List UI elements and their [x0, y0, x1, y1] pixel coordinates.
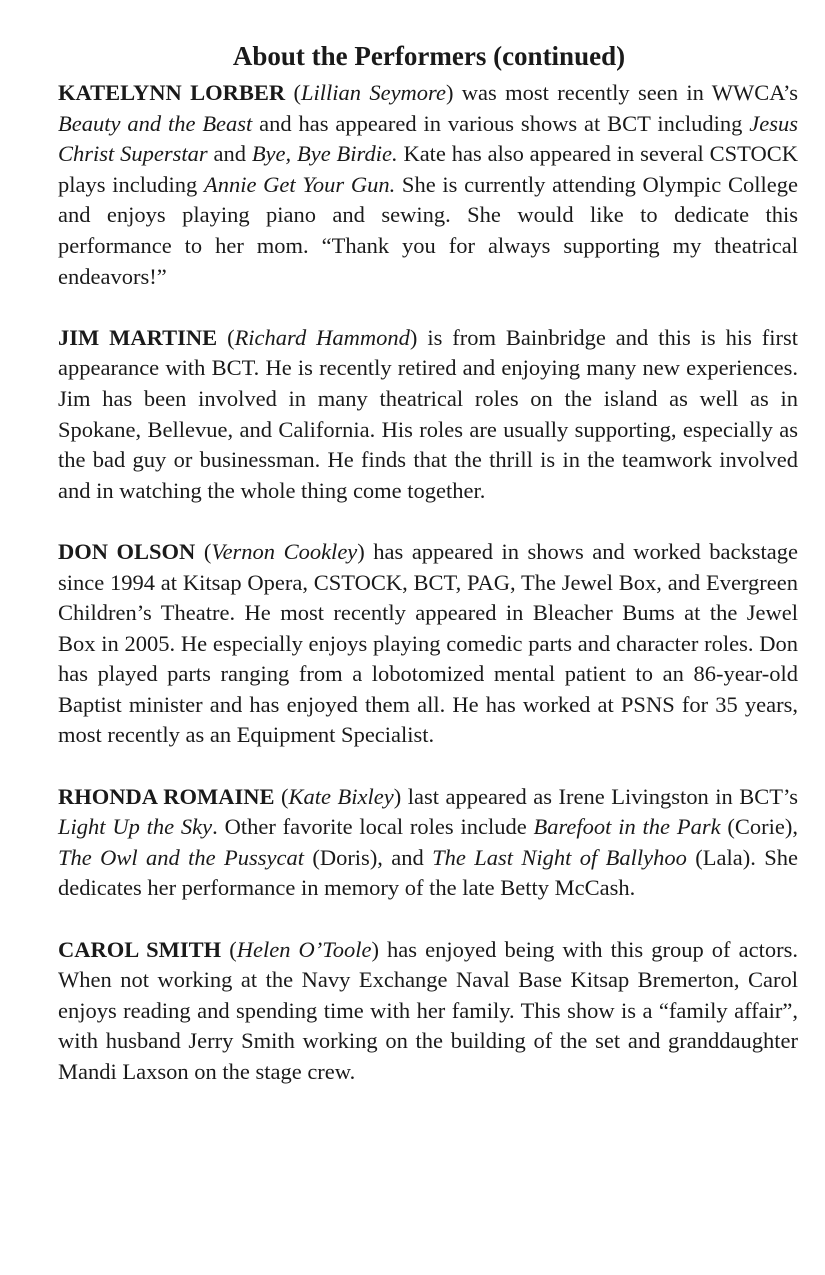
role-close-paren: ): [357, 538, 365, 564]
character-name: Richard Hammond: [234, 324, 410, 350]
bio-text-run: last appeared as Irene Livingston in BCT’s: [401, 783, 799, 809]
bio-text-run: has enjoyed being with this group of actors. When not working at the Navy Exchange Naval Base Kitsap Bremerton, Carol enjoys reading and spending time with her family. This show is a “family affair”, with husband Jerry Smith working on the building of the set and granddaughter Mandi Laxson on the stage crew.: [58, 936, 798, 1084]
performer-name: CAROL SMITH: [58, 936, 222, 962]
bio-text: [58, 80, 798, 289]
role-open-paren: (: [229, 936, 237, 962]
bio-text-run: has appeared in shows and worked backstage since 1994 at Kitsap Opera, CSTOCK, BCT, PAG, The Jewel Box, and Evergreen Children’s Theatre. He most recently appeared in Bleacher Bums at the Jewel Box in 2005. He especially enjoys playing comedic parts and character roles. Don has played parts ranging from a lobotomized mental patient to an 86-year-old Baptist minister and has enjoyed them all. He has worked at PSNS for 35 years, most recently as an Equipment Specialist.: [58, 538, 798, 748]
character-name: Lillian Seymore: [300, 80, 446, 105]
role-open-paren: (: [293, 80, 301, 105]
bio-text-run: Kate has also appeared in several CSTOCK plays including: [58, 141, 798, 197]
show-title: Barefoot in the Park: [533, 814, 721, 840]
show-title: The Last Night of Ballyhoo: [432, 844, 687, 870]
role-close-paren: ): [445, 80, 454, 105]
character-name: Vernon Cookley: [211, 538, 358, 564]
bio-text: [58, 325, 798, 503]
performer-bio-rhonda-romaine: [58, 782, 798, 904]
page-title: About the Performers (continued): [232, 41, 626, 71]
performer-bio-carol-smith: [58, 935, 798, 1088]
program-page: [58, 38, 798, 1088]
role-open-paren: (: [281, 783, 289, 809]
bio-text-run: (Corie),: [720, 814, 798, 840]
role-open-paren: (: [227, 324, 235, 350]
character-name: Helen O’Toole: [236, 936, 372, 962]
performer-name: KATELYNN LORBER: [58, 80, 286, 105]
role-close-paren: ): [409, 324, 418, 350]
bio-text-run: and: [207, 141, 252, 167]
show-title: Annie Get Your Gun.: [203, 171, 396, 197]
role-open-paren: (: [203, 538, 212, 564]
role-close-paren: ): [393, 783, 402, 809]
show-title: Jesus Christ Superstar: [58, 110, 798, 167]
performer-bio-jim-martine: [58, 323, 798, 507]
performer-name: DON OLSON: [58, 538, 196, 564]
bio-text-run: . Other favorite local roles include: [212, 814, 534, 840]
show-title: Bye, Bye Birdie.: [251, 141, 398, 167]
bio-text-run: was most recently seen in WWCA’s: [453, 80, 798, 105]
performer-name: JIM MARTINE: [58, 324, 218, 350]
performer-bio-don-olson: [58, 537, 798, 751]
bio-text: [58, 539, 798, 748]
bio-text-run: and has appeared in various shows at BCT including: [252, 110, 750, 136]
performer-name: RHONDA ROMAINE: [58, 783, 275, 809]
character-name: Kate Bixley: [288, 783, 394, 809]
bio-text-run: She is currently attending Olympic College and enjoys playing piano and sewing. She would like to dedicate this performance to her mom. “Thank you for always supporting my theatrical endeavors!”: [58, 171, 799, 289]
show-title: Light Up the Sky: [58, 814, 213, 840]
performer-bio-katelynn-lorber: [58, 78, 798, 292]
show-title: Beauty and the Beast: [58, 110, 253, 136]
bio-text-run: (Lala). She dedicates her performance in memory of the late Betty McCash.: [58, 844, 798, 901]
bio-text-run: (Doris), and: [303, 844, 433, 870]
show-title: The Owl and the Pussycat: [58, 844, 304, 870]
bio-text-run: is from Bainbridge and this is his first appearance with BCT. He is recently retired and enjoying many new experiences. Jim has been involved in many theatrical roles on the island as well as in Spokane, Bellevue, and California. His roles are usually supporting, especially as the bad guy or businessman. He finds that the thrill is in the teamwork involved and in watching the whole thing come together.: [58, 324, 798, 503]
role-close-paren: ): [371, 936, 379, 962]
